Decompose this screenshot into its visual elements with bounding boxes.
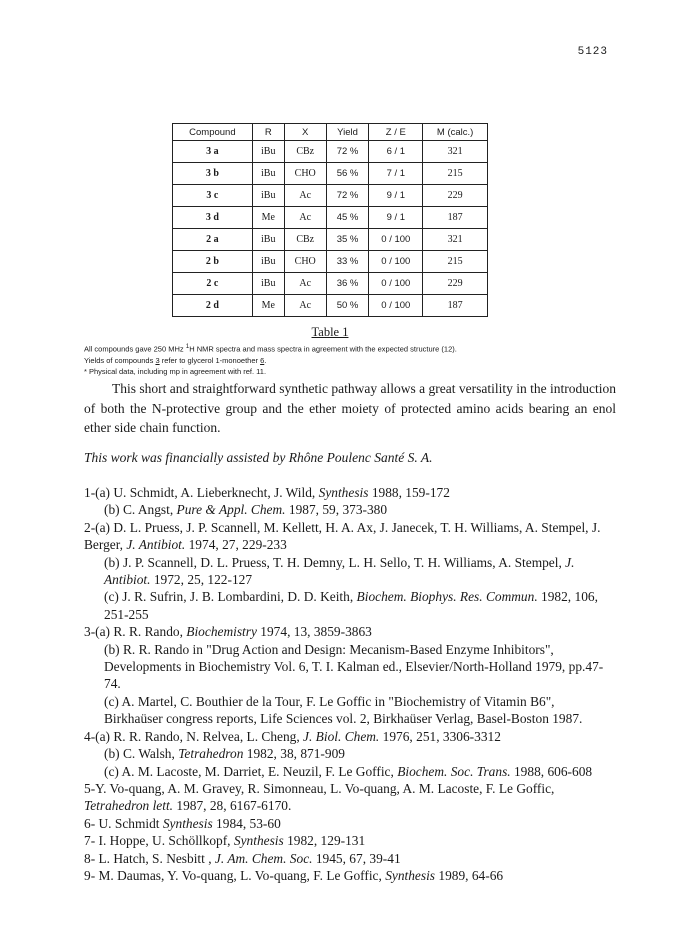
reference-journal: Biochem. Biophys. Res. Commun.: [356, 589, 538, 605]
table-row: [173, 141, 488, 163]
reference-item: [84, 641, 616, 693]
reference-authors: (c) A. Martel, C. Bouthier de la Tour, F. Le Goffic in "Biochemistry of Vitamin B6", Birkhaüser congress reports, Life Sciences vol. 2, Birkhaüser Verlag, Basel-Boston 1987.: [104, 693, 583, 727]
table-cell: 187: [423, 207, 488, 229]
table-cell: 9 / 1: [369, 207, 423, 229]
table-caption: Table 1: [311, 325, 349, 339]
reference-details: 1987, 28, 6167-6170.: [173, 798, 292, 814]
reference-item: [84, 623, 616, 640]
table-cell: 229: [423, 273, 488, 295]
reference-journal: Synthesis: [385, 867, 436, 883]
table-cell: iBu: [252, 229, 284, 251]
reference-details: 1976, 251, 3306-3312: [379, 728, 501, 744]
table-cell: CHO: [284, 251, 326, 273]
table-cell: 36 %: [326, 273, 369, 295]
reference-journal: Tetrahedron lett.: [84, 798, 174, 814]
table-cell: 321: [423, 229, 488, 251]
reference-authors: 1-(a) U. Schmidt, A. Lieberknecht, J. Wild,: [84, 485, 319, 500]
table-cell: iBu: [252, 141, 284, 163]
reference-authors: 7- I. Hoppe, U. Schöllkopf,: [84, 833, 234, 849]
table-cell: Ac: [284, 185, 326, 207]
table-cell: 3 c: [173, 185, 253, 207]
reference-item: [84, 484, 616, 501]
reference-journal: Biochemistry: [186, 624, 257, 640]
reference-item: [84, 850, 616, 867]
reference-authors: (b) C. Walsh,: [104, 746, 179, 762]
reference-item: [84, 693, 616, 728]
reference-journal: J. Antibiot.: [126, 537, 186, 553]
reference-details: 1945, 67, 39-41: [312, 850, 401, 866]
footnote-text: refer to glycerol 1-monoether: [159, 355, 261, 365]
table-row: [173, 273, 488, 295]
reference-authors: 5-Y. Vo-quang, A. M. Gravey, R. Simonneau, L. Vo-quang, A. M. Lacoste, F. Le Goffic,: [84, 780, 555, 796]
table-cell: iBu: [252, 251, 284, 273]
table-cell: 187: [423, 295, 488, 317]
table-body: [173, 141, 488, 317]
table-cell: 0 / 100: [369, 295, 423, 317]
reference-item: [84, 815, 616, 832]
body-paragraph: [84, 379, 616, 438]
table-row: [173, 163, 488, 185]
reference-authors: 9- M. Daumas, Y. Vo-quang, L. Vo-quang, F. Le Goffic,: [84, 867, 386, 883]
reference-journal: Synthesis: [233, 833, 284, 849]
reference-authors: 8- L. Hatch, S. Nesbitt ,: [84, 850, 215, 866]
table-cell: 50 %: [326, 295, 369, 317]
reference-journal: Synthesis: [318, 485, 369, 500]
reference-journal: J. Antibiot.: [104, 554, 575, 588]
table-cell: 0 / 100: [369, 229, 423, 251]
reference-authors: (c) A. M. Lacoste, M. Darriet, E. Neuzil, F. Le Goffic,: [104, 763, 398, 779]
table-cell: 2 b: [173, 251, 253, 273]
table-header-row: [173, 124, 488, 141]
table-cell: 2 d: [173, 295, 253, 317]
table-cell: 9 / 1: [369, 185, 423, 207]
reference-authors: (b) C. Angst,: [104, 502, 177, 518]
table-cell: Ac: [284, 207, 326, 229]
reference-authors: 6- U. Schmidt: [84, 815, 163, 831]
col-header-mcalc: M (calc.): [423, 124, 488, 141]
reference-authors: 3-(a) R. R. Rando,: [84, 624, 187, 640]
table-cell: 2 c: [173, 273, 253, 295]
table-cell: 3 b: [173, 163, 253, 185]
table-cell: 3 a: [173, 141, 253, 163]
compound-ref: 6: [260, 355, 265, 365]
reference-authors: 4-(a) R. R. Rando, N. Relvea, L. Cheng,: [84, 728, 304, 744]
table-cell: Ac: [284, 295, 326, 317]
table-cell: 3 d: [173, 207, 253, 229]
table-cell: CBz: [284, 141, 326, 163]
reference-journal: Synthesis: [162, 815, 213, 831]
reference-item: [84, 554, 616, 589]
table-cell: iBu: [252, 185, 284, 207]
table-row: [173, 295, 488, 317]
table-cell: Me: [252, 207, 284, 229]
col-header-x: X: [284, 124, 326, 141]
table-cell: 72 %: [326, 141, 369, 163]
table-cell: 72 %: [326, 185, 369, 207]
col-header-r: R: [252, 124, 284, 141]
table-cell: 6 / 1: [369, 141, 423, 163]
table-cell: 0 / 100: [369, 251, 423, 273]
reference-item: [84, 501, 616, 518]
page-number: 5123: [577, 46, 608, 58]
footnote-text: All compounds gave 250 MHz: [84, 344, 186, 354]
reference-journal: J. Am. Chem. Soc.: [214, 850, 313, 866]
reference-details: 1988, 606-608: [510, 763, 593, 779]
reference-item: [84, 728, 616, 745]
table-cell: 215: [423, 251, 488, 273]
reference-item: [84, 832, 616, 849]
footnote-nmr: [84, 341, 624, 355]
table-cell: CBz: [284, 229, 326, 251]
table-cell: 7 / 1: [369, 163, 423, 185]
table-row: [173, 251, 488, 273]
reference-authors: (b) R. R. Rando in "Drug Action and Design: Mecanism-Based Enzyme Inhibitors", Developments in Biochemistry Vol. 6, T. I. Kalman ed., Elsevier/North-Holland 1979, pp.47-74.: [104, 641, 604, 692]
table-cell: 45 %: [326, 207, 369, 229]
col-header-compound: Compound: [173, 124, 253, 141]
table-cell: Me: [252, 295, 284, 317]
footnote-superscript: 1: [185, 343, 190, 350]
table-cell: 56 %: [326, 163, 369, 185]
table-cell: iBu: [252, 163, 284, 185]
reference-authors: (b) J. P. Scannell, D. L. Pruess, T. H. Demny, L. H. Sello, T. H. Williams, A. Stempel,: [104, 554, 566, 570]
reference-details: 1982, 38, 871-909: [243, 746, 345, 762]
reference-details: 1982, 129-131: [283, 833, 366, 849]
table-cell: 215: [423, 163, 488, 185]
reference-details: 1987, 59, 373-380: [285, 502, 388, 518]
compound-ref: 3: [155, 355, 160, 365]
footnote-text: Yields of compounds: [84, 355, 156, 365]
reference-journal: Biochem. Soc. Trans.: [397, 763, 511, 779]
reference-item: [84, 588, 616, 623]
table-cell: iBu: [252, 273, 284, 295]
reference-details: 1972, 25, 122-127: [150, 572, 253, 588]
reference-details: 1989, 64-66: [435, 867, 504, 883]
acknowledgement: This work was financially assisted by Rhône Poulenc Santé S. A.: [84, 450, 433, 465]
table-cell: 0 / 100: [369, 273, 423, 295]
reference-item: [84, 763, 616, 780]
col-header-ze: Z / E: [369, 124, 423, 141]
reference-details: 1974, 13, 3859-3863: [256, 624, 372, 640]
reference-details: 1982, 106, 251-255: [104, 589, 598, 622]
references-list: [84, 484, 616, 884]
compound-table: [172, 123, 488, 317]
paragraph-text: This short and straightforward synthetic pathway allows a great versatility in the introduction of both the N-protective group and the ether moiety of protected amino acids bearing an enol ether side chain function.: [84, 381, 616, 435]
reference-journal: Pure & Appl. Chem.: [176, 502, 286, 518]
footnote-physical: * Physical data, including mp in agreement with ref. 11.: [84, 366, 267, 376]
table-footnotes: [84, 341, 624, 377]
table-cell: 229: [423, 185, 488, 207]
reference-details: 1988, 159-172: [368, 485, 450, 500]
table-cell: CHO: [284, 163, 326, 185]
reference-authors: (c) J. R. Sufrin, J. B. Lombardini, D. D. Keith,: [104, 589, 357, 605]
table-cell: 2 a: [173, 229, 253, 251]
reference-item: [84, 745, 616, 762]
col-header-yield: Yield: [326, 124, 369, 141]
reference-item: [84, 867, 616, 884]
footnote-yields: [84, 355, 624, 366]
table-cell: Ac: [284, 273, 326, 295]
reference-details: 1974, 27, 229-233: [185, 537, 287, 553]
table-cell: 321: [423, 141, 488, 163]
table-row: [173, 229, 488, 251]
reference-item: [84, 780, 616, 815]
reference-journal: J. Biol. Chem.: [303, 728, 380, 744]
reference-item: [84, 519, 616, 554]
table-cell: 35 %: [326, 229, 369, 251]
reference-details: 1984, 53-60: [212, 815, 281, 831]
footnote-text: H NMR spectra and mass spectra in agreement with the expected structure (12).: [189, 344, 457, 354]
reference-journal: Tetrahedron: [178, 746, 244, 762]
table-row: [173, 207, 488, 229]
reference-authors: 2-(a) D. L. Pruess, J. P. Scannell, M. Kellett, H. A. Ax, J. Janecek, T. H. Williams, A. Stempel, J. Berger,: [84, 519, 601, 553]
table-cell: 33 %: [326, 251, 369, 273]
footnote-text: .: [264, 355, 267, 365]
table-row: [173, 185, 488, 207]
